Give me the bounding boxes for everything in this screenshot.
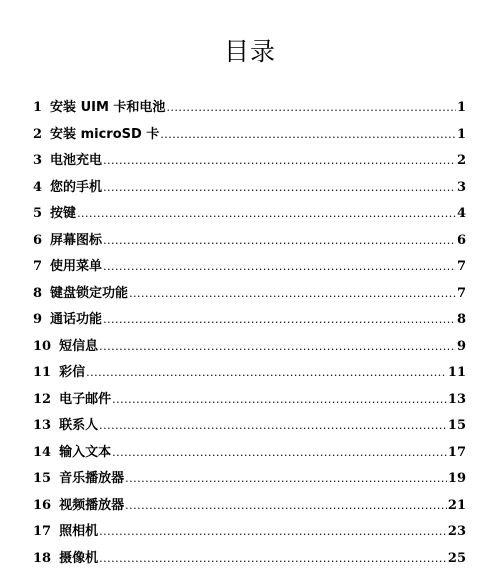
toc-leader-dots [103, 175, 456, 202]
toc-label: 摄像机 [59, 546, 98, 572]
toc-page-number: 1 [457, 122, 466, 149]
toc-page-number: 15 [448, 413, 466, 440]
page-title: 目录 [0, 34, 500, 70]
toc-page-number: 4 [457, 201, 466, 228]
toc-leader-dots [125, 466, 447, 493]
toc-label: 视频播放器 [59, 493, 124, 520]
toc-page-number: 2 [457, 148, 466, 175]
toc-entry-14[interactable] [33, 440, 466, 467]
toc-leader-dots [99, 519, 447, 546]
toc-page-number: 9 [457, 334, 466, 361]
toc-leader-dots [86, 360, 447, 387]
toc-number: 4 [33, 175, 42, 202]
toc-leader-dots [77, 201, 456, 228]
toc-page-number: 17 [448, 440, 466, 467]
toc-page-number: 25 [448, 546, 466, 572]
toc-number: 3 [33, 148, 42, 175]
toc-number: 8 [33, 281, 42, 308]
toc-label: 电池充电 [50, 148, 102, 175]
toc-number: 12 [33, 387, 51, 414]
toc-label: 通话功能 [50, 307, 102, 334]
toc-label: 屏幕图标 [50, 228, 102, 255]
toc-entry-2[interactable] [33, 122, 466, 149]
toc-number: 9 [33, 307, 42, 334]
toc-number: 7 [33, 254, 42, 281]
toc-number: 15 [33, 466, 51, 493]
toc-leader-dots [99, 334, 456, 361]
toc-label: 使用菜单 [50, 254, 102, 281]
toc-number: 17 [33, 519, 51, 546]
toc-page-number: 11 [448, 360, 466, 387]
toc-leader-dots [160, 122, 456, 149]
toc-label: 键盘锁定功能 [50, 281, 128, 308]
toc-number: 14 [33, 440, 51, 467]
toc-entry-1[interactable] [33, 95, 466, 122]
toc-leader-dots [112, 440, 447, 467]
toc-page-number: 21 [448, 493, 466, 520]
toc-leader-dots [125, 493, 447, 520]
toc-number: 1 [33, 95, 42, 122]
toc-entry-17[interactable] [33, 519, 466, 546]
toc-entry-4[interactable] [33, 175, 466, 202]
toc-label: 彩信 [59, 360, 85, 387]
toc-page-number: 7 [457, 254, 466, 281]
toc-entry-12[interactable] [33, 387, 466, 414]
toc-page-number: 19 [448, 466, 466, 493]
toc-page-number: 8 [457, 307, 466, 334]
toc-leader-dots [103, 254, 456, 281]
toc-label: 照相机 [59, 519, 98, 546]
toc-label: 联系人 [59, 413, 98, 440]
toc-number: 11 [33, 360, 51, 387]
toc-entry-15[interactable] [33, 466, 466, 493]
toc-label: 电子邮件 [59, 387, 111, 414]
toc-number: 13 [33, 413, 51, 440]
toc-leader-dots [103, 307, 456, 334]
toc-label: 音乐播放器 [59, 466, 124, 493]
toc-label: 短信息 [59, 334, 98, 361]
toc-entry-3[interactable] [33, 148, 466, 175]
toc-entry-18[interactable] [33, 546, 466, 572]
toc-page-number: 13 [448, 387, 466, 414]
toc-page-number: 6 [457, 228, 466, 255]
toc-entry-6[interactable] [33, 228, 466, 255]
toc-number: 18 [33, 546, 51, 572]
toc-entry-9[interactable] [33, 307, 466, 334]
toc-entry-7[interactable] [33, 254, 466, 281]
toc-leader-dots [112, 387, 447, 414]
toc-leader-dots [99, 413, 447, 440]
toc-entry-8[interactable] [33, 281, 466, 308]
toc-leader-dots [103, 148, 456, 175]
toc-number: 6 [33, 228, 42, 255]
toc-number: 5 [33, 201, 42, 228]
toc-number: 2 [33, 122, 42, 149]
toc-page-number: 3 [457, 175, 466, 202]
toc-label: 安装 UIM 卡和电池 [50, 95, 165, 122]
toc-label: 按键 [50, 201, 76, 228]
toc-label: 安装 microSD 卡 [50, 122, 159, 149]
toc-leader-dots [166, 95, 456, 122]
toc-entry-10[interactable] [33, 334, 466, 361]
toc-label: 您的手机 [50, 175, 102, 202]
toc-entry-13[interactable] [33, 413, 466, 440]
toc-page-number: 7 [457, 281, 466, 308]
toc-number: 16 [33, 493, 51, 520]
toc-entry-11[interactable] [33, 360, 466, 387]
toc-leader-dots [99, 546, 447, 572]
toc-entry-5[interactable] [33, 201, 466, 228]
toc-page-number: 1 [457, 95, 466, 122]
toc-page-number: 23 [448, 519, 466, 546]
table-of-contents [33, 95, 466, 572]
toc-leader-dots [129, 281, 456, 308]
toc-number: 10 [33, 334, 51, 361]
toc-entry-16[interactable] [33, 493, 466, 520]
toc-label: 输入文本 [59, 440, 111, 467]
toc-leader-dots [103, 228, 456, 255]
